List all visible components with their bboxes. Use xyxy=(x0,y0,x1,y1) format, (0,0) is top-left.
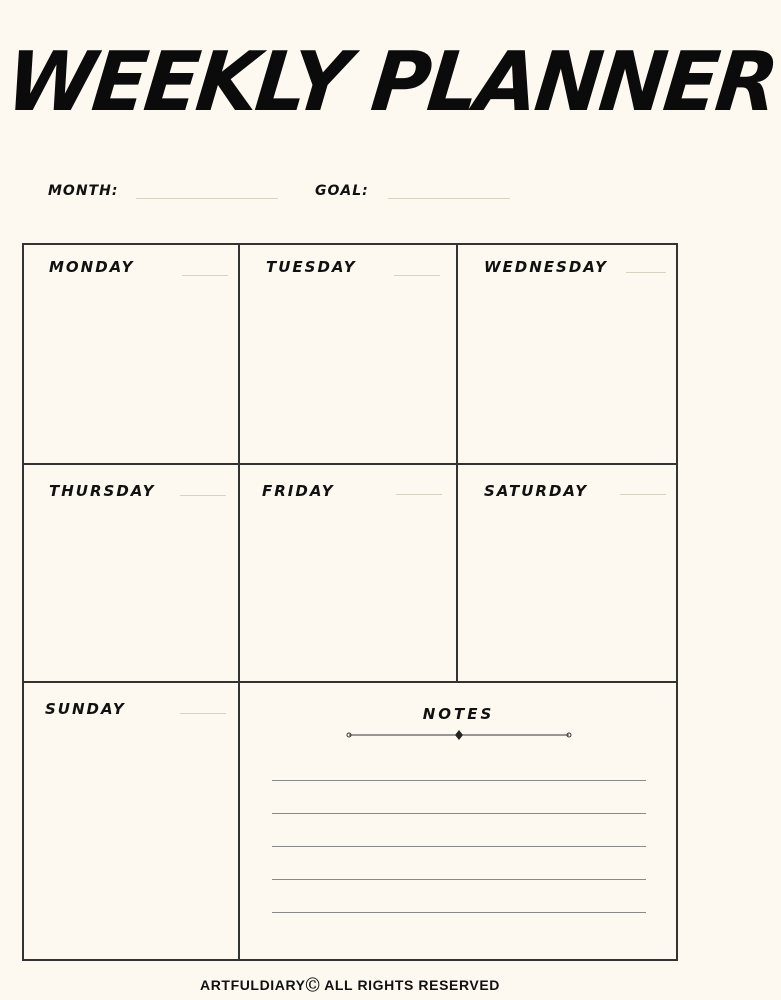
day-label-thursday: THURSDAY xyxy=(49,482,156,500)
notes-line[interactable] xyxy=(272,912,646,913)
day-date-line-tuesday[interactable] xyxy=(394,275,440,276)
grid-divider xyxy=(22,463,678,465)
month-input-line[interactable] xyxy=(136,198,278,199)
day-date-line-friday[interactable] xyxy=(396,494,442,495)
day-label-friday: FRIDAY xyxy=(262,482,335,500)
notes-line[interactable] xyxy=(272,813,646,814)
day-label-wednesday: WEDNESDAY xyxy=(484,258,609,276)
day-label-sunday: SUNDAY xyxy=(45,700,126,718)
day-date-line-sunday[interactable] xyxy=(180,713,226,714)
notes-line[interactable] xyxy=(272,846,646,847)
notes-line[interactable] xyxy=(272,879,646,880)
day-date-line-thursday[interactable] xyxy=(180,495,226,496)
notes-title: NOTES xyxy=(422,705,495,723)
notes-line[interactable] xyxy=(272,780,646,781)
day-date-line-wednesday[interactable] xyxy=(626,272,666,273)
goal-input-line[interactable] xyxy=(388,198,510,199)
copyright-footer: ARTFULDIARYⒸ ALL RIGHTS RESERVED xyxy=(200,977,500,993)
month-label: MONTH: xyxy=(48,183,119,199)
week-grid xyxy=(22,243,678,961)
page-title: WEEKLY PLANNER xyxy=(2,35,781,130)
day-date-line-monday[interactable] xyxy=(182,275,228,276)
day-label-tuesday: TUESDAY xyxy=(266,258,357,276)
day-label-saturday: SATURDAY xyxy=(484,482,589,500)
day-date-line-saturday[interactable] xyxy=(620,494,666,495)
ornamental-divider-icon xyxy=(346,729,572,741)
grid-divider xyxy=(238,243,240,961)
grid-divider xyxy=(22,681,678,683)
goal-label: GOAL: xyxy=(315,183,369,199)
day-label-monday: MONDAY xyxy=(49,258,135,276)
